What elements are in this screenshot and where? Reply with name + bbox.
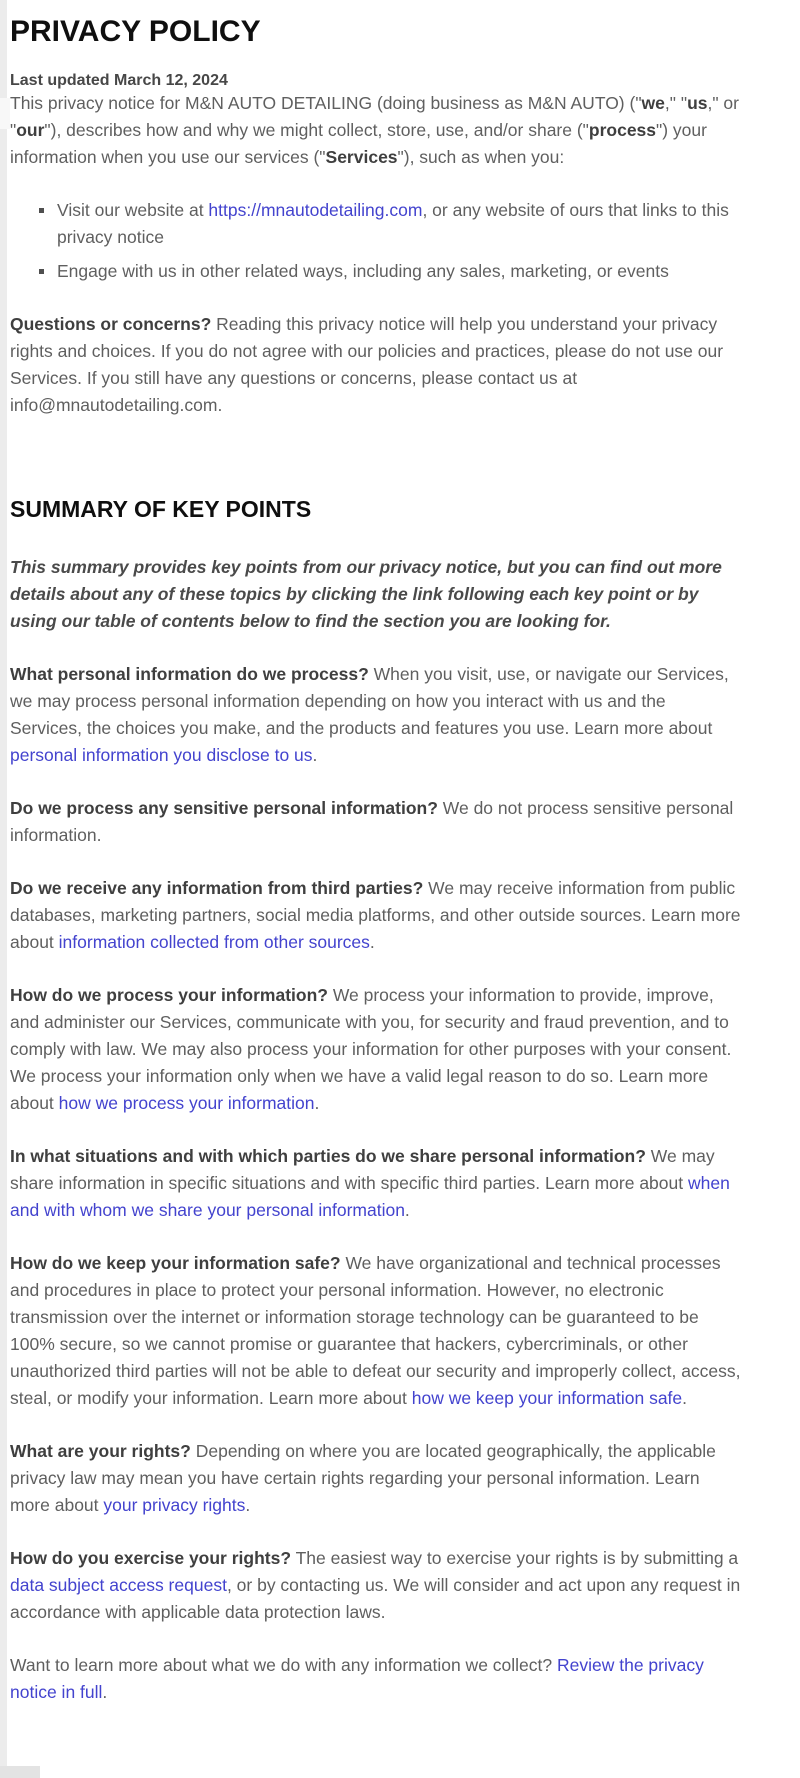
bold-text-run: How do we keep your information safe? — [10, 1253, 341, 1273]
bold-text-run: How do we process your information? — [10, 985, 328, 1005]
key-point-paragraph — [10, 1143, 742, 1224]
key-point-paragraph — [10, 982, 742, 1117]
text-run: We process your information to provide, improve, and administer our Services, communicate with you, for security and fraud prevention, and to comply with law. We may also process your information for other purposes with your consent. We process your information only when we have a valid legal reason to do so. Learn more about — [10, 985, 732, 1113]
link-website-url[interactable]: https://mnautodetailing.com — [208, 200, 423, 220]
bold-text-run: What personal information do we process? — [10, 664, 369, 684]
link-table-of-contents[interactable]: table of contents — [94, 611, 235, 631]
text-run: Depending on where you are located geographically, the applicable privacy law may mean you have certain rights regarding your personal information. Learn more about — [10, 1441, 716, 1515]
text-run: . — [682, 1388, 688, 1408]
bullet-list-item — [57, 197, 742, 251]
text-run: Want to learn more about what we do with any information we collect? — [10, 1655, 557, 1675]
text-run: . — [314, 1093, 320, 1113]
text-run: ," or " — [10, 93, 739, 140]
bold-text-run: How do you exercise your rights? — [10, 1548, 292, 1568]
bold-text-run: In what situations and with which parties do we share personal information? — [10, 1146, 646, 1166]
text-run: Engage with us in other related ways, including any sales, marketing, or events — [57, 261, 669, 281]
text-run: We may receive information from public databases, marketing partners, social media platforms, and other outside sources. Learn more about — [10, 878, 741, 952]
text-run: We may share information in specific situations and with specific third parties. Learn more about — [10, 1146, 715, 1193]
summary-heading: SUMMARY OF KEY POINTS — [10, 496, 312, 522]
link-how-we-process-information[interactable]: how we process your information — [58, 1093, 315, 1113]
bold-text-run: us — [687, 93, 708, 113]
key-point-paragraph — [10, 795, 742, 849]
text-run: "), such as when you: — [397, 147, 565, 167]
bold-text-run: our — [16, 120, 45, 140]
last-updated-text: Last updated March 12, 2024 — [10, 72, 228, 89]
text-run: Reading this privacy notice will help you understand your privacy rights and choices. If you do not agree with our policies and practices, please do not use our Services. If you still have any questions or concerns, please contact us at info@mnautodetailing.com. — [10, 314, 724, 415]
bottom-left-corner-block — [0, 1766, 40, 1778]
text-run: ," " — [664, 93, 688, 113]
text-run: . — [102, 1682, 108, 1702]
bold-text-run: Services — [325, 147, 398, 167]
bold-text-run: What are your rights? — [10, 1441, 191, 1461]
key-point-paragraph — [10, 1250, 742, 1412]
bold-text-run: process — [588, 120, 657, 140]
intro-bullet-list — [10, 197, 742, 285]
key-point-paragraph — [10, 875, 742, 956]
link-when-whom-we-share[interactable]: when and with whom we share your personal information — [10, 1173, 730, 1220]
link-review-privacy-notice-full[interactable]: Review the privacy notice in full — [10, 1655, 704, 1702]
bold-text-run: Do we process any sensitive personal information? — [10, 798, 438, 818]
key-point-paragraph — [10, 661, 742, 769]
closing-paragraph — [10, 1652, 742, 1706]
link-data-subject-access-request[interactable]: data subject access request — [10, 1575, 227, 1595]
text-run: The easiest way to exercise your rights is by submitting a — [291, 1548, 739, 1568]
text-run: Visit our website at — [57, 200, 209, 220]
link-personal-information-disclosed[interactable]: personal information you disclose to us — [10, 745, 313, 765]
text-run: , or any website of ours that links to this privacy notice — [57, 200, 729, 247]
bold-text-run: we — [641, 93, 665, 113]
bold-text-run: Do we receive any information from third parties? — [10, 878, 424, 898]
bold-text-run: below to find the section you are looking for. — [234, 611, 611, 631]
text-run: , or by contacting us. We will consider and act upon any request in accordance with applicable data protection laws. — [10, 1575, 741, 1622]
text-run: This privacy notice for M&N AUTO DETAILING (doing business as M&N AUTO) (" — [10, 93, 642, 113]
questions-or-concerns-paragraph — [10, 311, 742, 419]
page-title: PRIVACY POLICY — [10, 15, 261, 48]
text-run: ") your information when you use our services (" — [10, 120, 707, 167]
text-run: . — [369, 932, 375, 952]
text-run: . — [312, 745, 318, 765]
text-run: When you visit, use, or navigate our Services, we may process personal information depending on how you interact with us and the Services, the choices you make, and the products and features you use. Learn more about — [10, 664, 729, 738]
text-run: . — [245, 1495, 251, 1515]
key-point-paragraph — [10, 1438, 742, 1519]
link-information-other-sources[interactable]: information collected from other sources — [58, 932, 370, 952]
link-keep-information-safe[interactable]: how we keep your information safe — [411, 1388, 683, 1408]
bold-text-run: Questions or concerns? — [10, 314, 212, 334]
text-run: We do not process sensitive personal information. — [10, 798, 734, 845]
text-run: We have organizational and technical processes and procedures in place to protect your personal information. However, no electronic transmission over the internet or information storage technology can be guaranteed to be 100% secure, so we cannot promise or guarantee that hackers, cybercriminals, or other unauthorized third parties will not be able to defeat our security and improperly collect, access, steal, or modify your information. Learn more about — [10, 1253, 741, 1408]
bold-text-run: This summary provides key points from our privacy notice, but you can find out more details about any of these topics by clicking the link following each key point or by using our — [10, 557, 722, 631]
summary-lead-paragraph — [10, 554, 742, 635]
key-point-paragraph — [10, 1545, 742, 1626]
bullet-list-item — [57, 258, 742, 285]
intro-paragraph — [10, 90, 742, 171]
text-run: "), describes how and why we might collect, store, use, and/or share (" — [44, 120, 589, 140]
summary-key-points — [10, 661, 742, 1626]
link-your-privacy-rights[interactable]: your privacy rights — [103, 1495, 246, 1515]
text-run: . — [404, 1200, 410, 1220]
